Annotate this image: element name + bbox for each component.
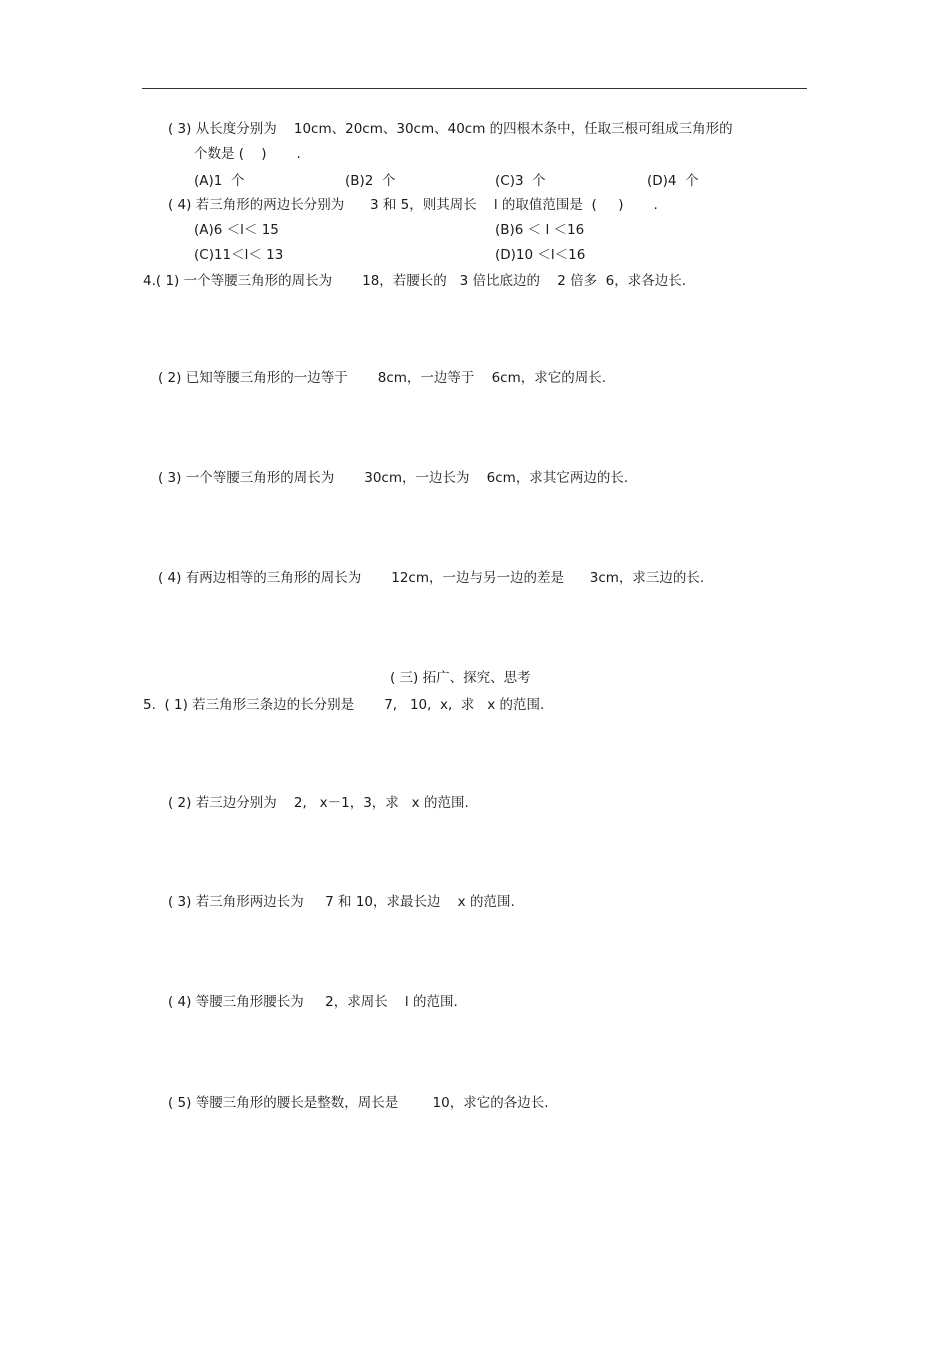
problem-4-4: ( 4) 有两边相等的三角形的周长为 12cm，一边与另一边的差是 3cm，求三边的长. (158, 570, 705, 586)
q3-option-d: (D)4 个 (647, 173, 699, 189)
problem-4-2: ( 2) 已知等腰三角形的一边等于 8cm，一边等于 6cm，求它的周长. (158, 370, 607, 386)
problem-5-1: 5. ( 1) 若三角形三条边的长分别是 7, 10, x, 求 x 的范围. (143, 697, 545, 713)
q3-option-a: (A)1 个 (194, 173, 245, 189)
q3-stem-line1: ( 3) 从长度分别为 10cm、20cm、30cm、40cm 的四根木条中，任取三根可组成三角形的 (168, 121, 733, 137)
q4-option-a: (A)6 ＜l＜ 15 (194, 222, 279, 238)
q4-option-b: (B)6 ＜ l ＜16 (495, 222, 585, 238)
problem-4-1: 4.( 1) 一个等腰三角形的周长为 18，若腰长的 3 倍比底边的 2 倍多 6，求各边长. (143, 273, 687, 289)
q4-stem: ( 4) 若三角形的两边长分别为 3 和 5，则其周长 l 的取值范围是 ( ) . (168, 197, 658, 213)
problem-5-3: ( 3) 若三角形两边长为 7 和 10，求最长边 x 的范围. (168, 894, 515, 910)
header-rule (142, 88, 807, 89)
problem-5-2: ( 2) 若三边分别为 2, x－1，3，求 x 的范围. (168, 795, 469, 811)
q3-stem-line2: 个数是 ( ) . (194, 146, 301, 162)
problem-5-4: ( 4) 等腰三角形腰长为 2，求周长 l 的范围. (168, 994, 458, 1010)
q3-option-b: (B)2 个 (345, 173, 396, 189)
q4-option-c: (C)11＜l＜ 13 (194, 247, 284, 263)
problem-5-5: ( 5) 等腰三角形的腰长是整数，周长是 10，求它的各边长. (168, 1095, 549, 1111)
problem-4-3: ( 3) 一个等腰三角形的周长为 30cm，一边长为 6cm，求其它两边的长. (158, 470, 629, 486)
q4-option-d: (D)10 ＜l＜16 (495, 247, 586, 263)
section-title: ( 三) 拓广、探究、思考 (390, 670, 531, 686)
q3-option-c: (C)3 个 (495, 173, 546, 189)
